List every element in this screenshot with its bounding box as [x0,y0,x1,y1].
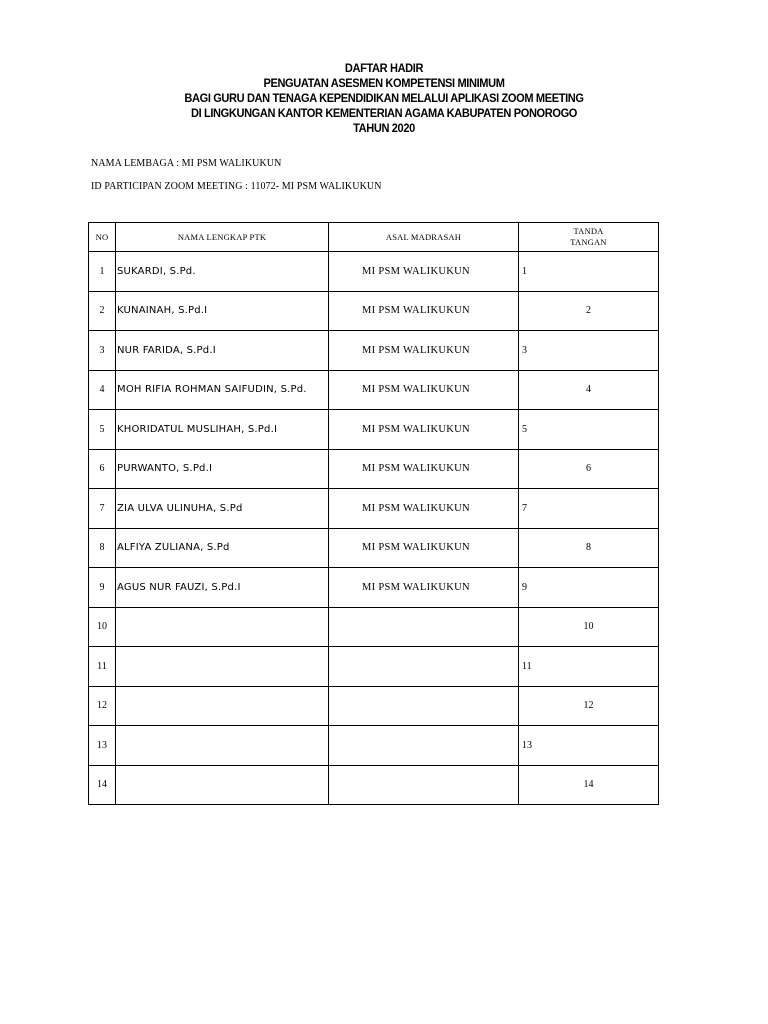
cell-tanda-tangan[interactable]: 5 [519,410,659,450]
table-row [89,528,659,568]
table-row [89,489,659,529]
table-body [89,252,659,805]
cell-tanda-tangan[interactable]: 1 [519,252,659,292]
cell-no: 8 [89,528,116,568]
title-line: DAFTAR HADIR [344,61,424,75]
cell-nama: ALFIYA ZULIANA, S.Pd [116,528,329,568]
cell-nama: KUNAINAH, S.Pd.I [116,291,329,331]
title-line: PENGUATAN ASESMEN KOMPETENSI MINIMUM [263,76,505,90]
cell-no: 4 [89,370,116,410]
nama-lembaga: NAMA LEMBAGA : MI PSM WALIKUKUN [91,158,282,169]
cell-asal: MI PSM WALIKUKUN [329,370,519,410]
cell-tanda-tangan[interactable]: 13 [519,726,659,766]
cell-tanda-tangan[interactable]: 9 [519,568,659,608]
cell-tanda-tangan[interactable]: 4 [519,370,659,410]
id-participan: ID PARTICIPAN ZOOM MEETING : 11072- MI PSM WALIKUKUN [91,181,382,192]
cell-no: 12 [89,686,116,726]
cell-no: 2 [89,291,116,331]
table-row [89,607,659,647]
cell-no: 10 [89,607,116,647]
cell-nama: KHORIDATUL MUSLIHAH, S.Pd.I [116,410,329,450]
cell-asal [329,726,519,766]
table-row [89,568,659,608]
cell-no: 5 [89,410,116,450]
cell-tanda-tangan[interactable]: 8 [519,528,659,568]
table-row [89,765,659,805]
header-tanda-tangan [519,223,659,252]
header-tanda-line1: TANDA [573,226,604,236]
table-row [89,686,659,726]
cell-nama [116,726,329,766]
title-line: BAGI GURU DAN TENAGA KEPENDIDIKAN MELALUI APLIKASI ZOOM MEETING [184,91,584,105]
cell-no: 14 [89,765,116,805]
cell-asal: MI PSM WALIKUKUN [329,528,519,568]
cell-asal [329,765,519,805]
cell-nama [116,686,329,726]
cell-asal [329,686,519,726]
table-row [89,331,659,371]
cell-tanda-tangan[interactable]: 6 [519,449,659,489]
cell-tanda-tangan[interactable]: 12 [519,686,659,726]
cell-asal: MI PSM WALIKUKUN [329,489,519,529]
cell-asal [329,647,519,687]
table-row [89,291,659,331]
header-no: NO [89,223,116,252]
cell-asal: MI PSM WALIKUKUN [329,331,519,371]
cell-nama: SUKARDI, S.Pd. [116,252,329,292]
cell-nama: AGUS NUR FAUZI, S.Pd.I [116,568,329,608]
table-header-row [89,223,659,252]
header-nama: NAMA LENGKAP PTK [116,223,329,252]
cell-nama [116,647,329,687]
title-line: TAHUN 2020 [353,121,415,135]
table-row [89,726,659,766]
cell-tanda-tangan[interactable]: 14 [519,765,659,805]
table-row [89,449,659,489]
cell-no: 13 [89,726,116,766]
cell-no: 9 [89,568,116,608]
cell-nama: PURWANTO, S.Pd.I [116,449,329,489]
document-title [0,61,768,136]
cell-no: 1 [89,252,116,292]
cell-asal: MI PSM WALIKUKUN [329,410,519,450]
cell-no: 7 [89,489,116,529]
table-row [89,370,659,410]
cell-nama: ZIA ULVA ULINUHA, S.Pd [116,489,329,529]
cell-tanda-tangan[interactable]: 7 [519,489,659,529]
cell-nama: MOH RIFIA ROHMAN SAIFUDIN, S.Pd. [116,370,329,410]
cell-asal: MI PSM WALIKUKUN [329,449,519,489]
cell-no: 6 [89,449,116,489]
cell-no: 11 [89,647,116,687]
table-row [89,410,659,450]
attendance-table [88,222,659,805]
cell-tanda-tangan[interactable]: 10 [519,607,659,647]
table-row [89,647,659,687]
cell-nama: NUR FARIDA, S.Pd.I [116,331,329,371]
table-row [89,252,659,292]
cell-asal [329,607,519,647]
header-tanda-line2: TANGAN [570,237,607,247]
cell-asal: MI PSM WALIKUKUN [329,568,519,608]
cell-tanda-tangan[interactable]: 11 [519,647,659,687]
header-asal: ASAL MADRASAH [329,223,519,252]
cell-tanda-tangan[interactable]: 2 [519,291,659,331]
cell-asal: MI PSM WALIKUKUN [329,252,519,292]
title-line: DI LINGKUNGAN KANTOR KEMENTERIAN AGAMA KABUPATEN PONOROGO [190,106,578,120]
cell-nama [116,765,329,805]
cell-tanda-tangan[interactable]: 3 [519,331,659,371]
cell-nama [116,607,329,647]
cell-no: 3 [89,331,116,371]
cell-asal: MI PSM WALIKUKUN [329,291,519,331]
